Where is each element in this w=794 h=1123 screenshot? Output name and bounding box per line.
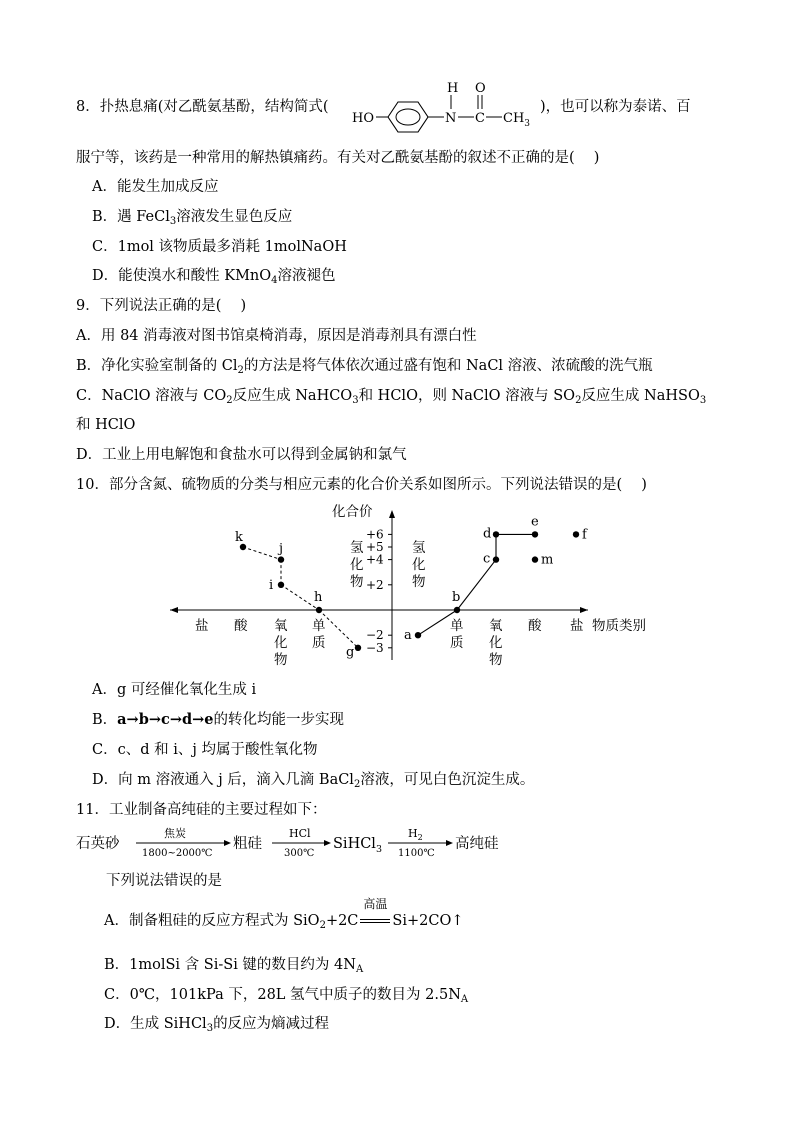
hydride-label: 氢 [350,540,364,556]
q11-stem: 11．工业制备高纯硅的主要过程如下： [76,802,327,818]
q8-option-c: C．1mol 该物质最多消耗 1molNaOH [92,239,347,255]
process-step-4: 高纯硅 [455,836,499,852]
point-label-i: i [269,577,274,593]
point-label-d: d [483,526,492,542]
q11-option-c: C．0℃，101kPa 下，28L 氢气中质子的数目为 $2.5N_A$ [104,987,469,1005]
q8-struct-h: H [447,81,459,96]
point-label-a: a [404,628,412,644]
point-label-g: g [346,644,355,660]
x-category-left: 盐 [195,618,209,634]
x-category-right: 化 [489,635,503,651]
x-category-left: 物 [274,652,288,668]
data-point-b [454,607,460,613]
y-tick-label: +5 [366,540,384,554]
q11-sub-stem: 下列说法错误的是 [106,873,222,889]
data-point-g [355,645,361,651]
q8-struct-n: N [445,111,457,126]
valence-chart [160,500,680,672]
data-point-f [573,531,579,537]
q9-stem: 9．下列说法正确的是( ) [76,298,247,314]
y-tick-label: +2 [366,577,384,592]
x-category-right: 质 [450,635,464,651]
process-cond-1-bot: 1800~2000℃ [142,848,213,859]
q10-option-b: B．a→b→c→d→e的转化均能一步实现 [92,711,344,728]
y-tick-label: +4 [366,552,384,567]
q11-option-a: A．制备粗硅的反应方程式为 SiO$_2$+2C 高温 Si+2CO↑ [104,911,464,936]
x-axis-label: 物质类别 [592,618,646,634]
point-label-f: f [582,527,587,543]
x-category-right: 氧 [489,618,503,634]
x-category-right: 盐 [570,618,584,634]
q10-stem: 10．部分含氮、硫物质的分类与相应元素的化合价关系如图所示。下列说法错误的是( ) [76,477,647,493]
q9-option-b: B．净化实验室制备的 $Cl_2$的方法是将气体依次通过盛有饱和 NaCl 溶液、浓硫酸的洗气瓶 [76,358,653,376]
q11-option-d: D．生成 SiHCl$_3$的反应为熵减过程 [104,1016,330,1034]
data-point-e [532,531,538,537]
x-category-left: 化 [274,635,288,651]
q8-struct-c: C [475,111,485,126]
q8-structure [352,78,542,136]
svg-text:SiHCl3: SiHCl$_3$ [333,836,382,855]
x-category-left: 酸 [234,618,248,634]
point-label-j: j [279,541,284,557]
process-step-2: 粗硅 [233,836,262,852]
point-label-h: h [314,590,323,605]
data-point-c [493,556,499,562]
process-cond-1-top: 焦炭 [164,827,186,840]
y-tick-label: +6 [366,527,384,542]
data-point-i [278,582,284,588]
data-point-h [316,607,322,613]
hydride-label: 化 [412,557,426,573]
q10-option-a: A．g 可经催化氧化生成 i [92,682,257,698]
process-cond-2-bot: 300℃ [284,848,315,859]
q9-option-c: C．NaClO 溶液与 $CO_2$反应生成 NaHCO$_3$和 HClO，则 NaClO 溶液与 $SO_2$反应生成 NaHSO$_3$ [76,388,707,406]
q8-struct-o: O [475,81,486,96]
q8-struct-ch3-sub: 3 [524,119,531,129]
q8-option-b: B．遇 FeCl$_3$溶液发生显色反应 [92,209,293,227]
x-category-right: 物 [489,652,503,668]
point-label-m: m [541,552,554,568]
y-axis-label: 化合价 [332,504,373,520]
x-category-left: 单 [312,618,326,634]
y-tick-label: −2 [366,628,384,643]
x-category-right: 酸 [528,618,542,634]
eq-condition: 高温 [363,897,388,911]
x-axis-arrow-left [170,607,178,613]
point-label-e: e [531,514,539,530]
svg-text:H2: $H_2$ [408,827,423,842]
process-step-1: 石英砂 [76,836,120,852]
data-point-m [532,556,538,562]
hydride-label: 化 [350,557,364,573]
q11-option-b: B．1molSi 含 Si-Si 键的数目约为 $4N_A$ [104,957,364,975]
q8-line2: 服宁等，该药是一种常用的解热镇痛药。有关对乙酰氨基酚的叙述不正确的是( ) [76,150,600,166]
q10-option-d: D．向 m 溶液通入 j 后，滴入几滴 BaCl$_2$溶液，可见白色沉淀生成。 [92,772,535,790]
q8-option-a: A．能发生加成反应 [92,179,219,195]
y-axis-arrow [389,510,395,518]
hydride-label: 物 [350,574,364,590]
q9-option-c-cont: 和 HClO [76,417,136,433]
q8-text-pre: 8．扑热息痛(对乙酰氨基酚，结构简式( [76,99,329,115]
hydride-label: 物 [412,574,426,590]
q9-option-a: A．用 84 消毒液对图书馆桌椅消毒，原因是消毒剂具有漂白性 [76,328,477,344]
x-category-left: 质 [312,635,326,651]
svg-text:CH3 [503,111,530,129]
nitrogen-path [243,547,281,560]
x-category-left: 氧 [274,618,288,634]
data-point-j [278,556,284,562]
process-cond-3-top: H [408,827,418,840]
y-tick-label: −3 [366,640,384,655]
x-category-right: 单 [450,618,464,634]
point-label-k: k [235,530,243,545]
q11-process-flow [76,826,516,862]
q9-option-d: D．工业上用电解饱和食盐水可以得到金属钠和氯气 [76,447,407,463]
benzene-ring [388,102,428,132]
point-label-b: b [452,590,461,605]
process-cond-3-bot: 1100℃ [398,848,435,859]
data-point-d [493,531,499,537]
q8-option-d: D．能使溴水和酸性 KMnO$_4$溶液褪色 [92,268,336,286]
sulfur-path [457,560,496,610]
hydride-label: 氢 [412,540,426,556]
process-cond-2-top: HCl [289,827,311,840]
data-point-a [415,632,421,638]
q10-option-c: C．c、d 和 i、j 均属于酸性氧化物 [92,742,318,758]
x-axis-arrow-right [580,607,588,613]
q8-line1 [76,97,329,117]
q8-line1-post: )，也可以称为泰诺、百 [540,99,691,115]
q8-struct-ch3: CH [503,111,525,126]
q8-struct-ho: HO [352,111,374,126]
process-step-3: SiHCl [333,836,376,852]
point-label-c: c [483,551,491,567]
